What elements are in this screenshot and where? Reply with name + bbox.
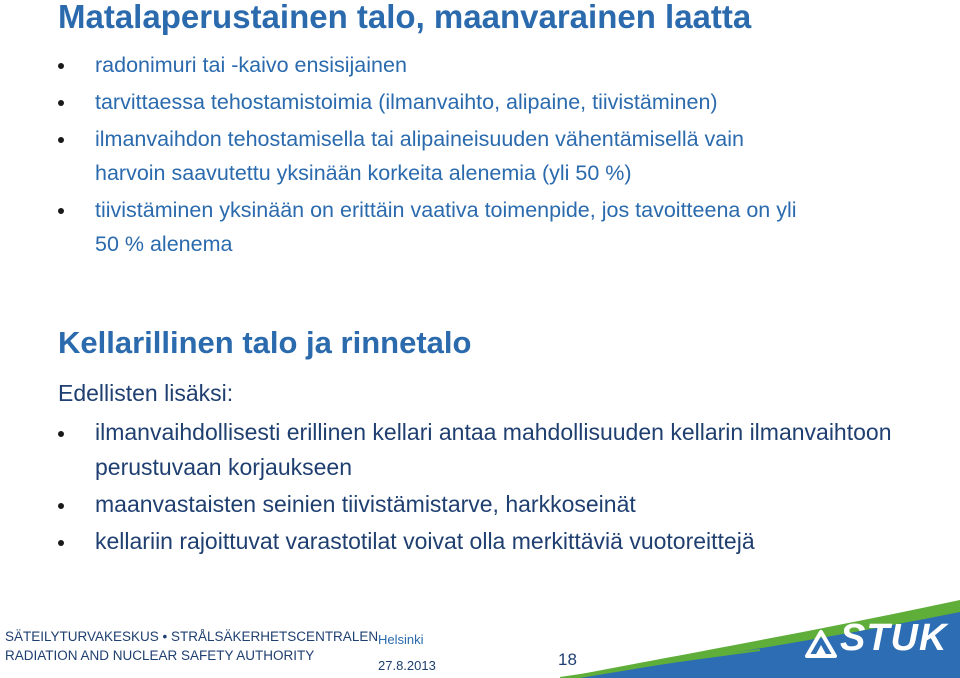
list-item: ilmanvaihdollisesti erillinen kellari antaa mahdollisuuden kellarin ilmanvaihtoon perustuvaan korjaukseen bbox=[58, 415, 935, 485]
list-item: maanvastaisten seinien tiivistämistarve, harkkoseinät bbox=[58, 487, 935, 522]
slide-title: Matalaperustainen talo, maanvarainen laatta bbox=[58, 0, 752, 35]
bullet-list-main bbox=[58, 48, 815, 264]
section-lead: Edellisten lisäksi: bbox=[58, 380, 234, 406]
bullet-dot bbox=[58, 63, 64, 69]
footer-organization-en: RADIATION AND NUCLEAR SAFETY AUTHORITY bbox=[5, 648, 315, 663]
list-item: radonimuri tai -kaivo ensisijainen bbox=[58, 48, 815, 82]
bullet-dot bbox=[58, 208, 64, 214]
footer-organization: SÄTEILYTURVAKESKUS • STRÅLSÄKERHETSCENTRALEN bbox=[5, 629, 379, 644]
stuk-logo-icon bbox=[803, 626, 839, 662]
section-subtitle: Kellarillinen talo ja rinnetalo bbox=[58, 325, 472, 360]
list-item: kellariin rajoittuvat varastotilat voivat olla merkittäviä vuotoreittejä bbox=[58, 524, 935, 559]
bullet-dot bbox=[58, 137, 64, 143]
bullet-dot bbox=[58, 431, 64, 437]
bullet-dot bbox=[58, 100, 64, 106]
footer-date: 27.8.2013 bbox=[378, 658, 436, 673]
stuk-logo: STUK bbox=[840, 617, 948, 659]
bullet-dot bbox=[58, 540, 64, 546]
list-item: tarvittaessa tehostamistoimia (ilmanvaihto, alipaine, tiivistäminen) bbox=[58, 85, 815, 119]
list-item: ilmanvaihdon tehostamisella tai alipaineisuuden vähentämisellä vain harvoin saavutettu yksinään korkeita alenemia (yli 50 %) bbox=[58, 122, 795, 190]
bullet-list-secondary bbox=[58, 415, 935, 561]
page-number: 18 bbox=[558, 650, 577, 669]
bullet-dot bbox=[58, 503, 64, 509]
footer-city: Helsinki bbox=[378, 632, 424, 647]
list-item: tiivistäminen yksinään on erittäin vaativa toimenpide, jos tavoitteena on yli 50 % alenema bbox=[58, 193, 815, 261]
